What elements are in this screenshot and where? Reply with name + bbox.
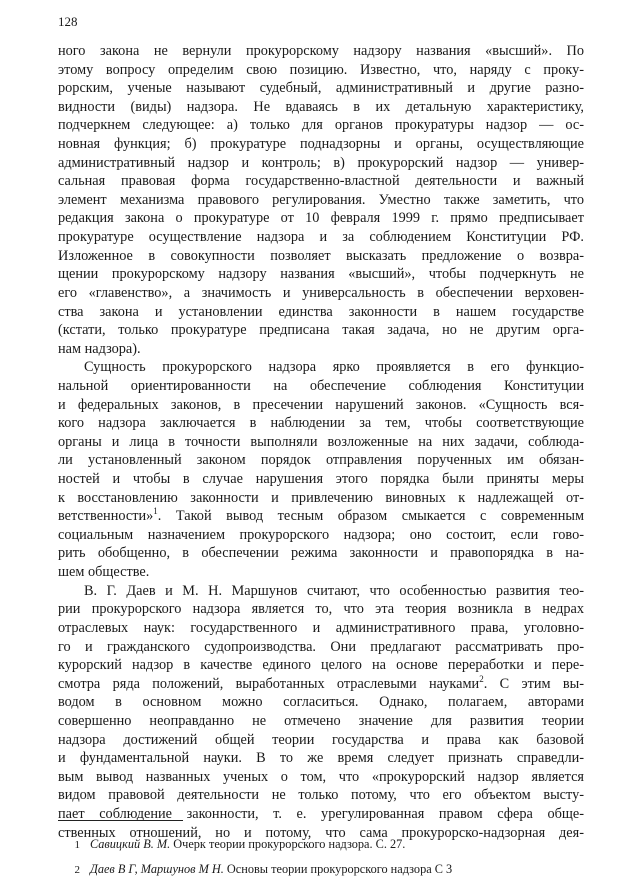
text-line: органы и лица в точности выполняли возложенные на них задачи, соблюда- — [58, 433, 584, 450]
text-line — [58, 675, 584, 694]
line-text: . Такой вывод тесным образом смыкается с современным — [157, 508, 584, 525]
text-line: водом в основном можно согласиться. Однако, полагаем, авторами — [58, 694, 584, 711]
text-line: сальная правовая форма государственно-властной деятельности и важный — [58, 173, 584, 190]
page-number: 128 — [58, 14, 78, 29]
footnote-ref-2[interactable]: 2 — [479, 673, 484, 684]
footnote-divider — [58, 820, 183, 821]
text-line: административный надзор и контроль; в) прокурорский надзор — универ- — [58, 154, 584, 171]
text-line: рии прокурорского надзора является то, что эта теория возникла в недрах — [58, 601, 584, 618]
text-line: видности (виды) надзора. Не вдаваясь в их детальную характеристику, — [58, 98, 584, 115]
main-text — [58, 42, 584, 842]
footnote-text: Очерк теории прокурорского надзора. С. 27. — [173, 837, 406, 851]
text-line: его «главенство», а значимость и универсальность в обеспечении верховен- — [58, 284, 584, 301]
line-text: . С этим вы- — [483, 675, 584, 692]
line-text: ветственности» — [58, 508, 154, 525]
text-line: кого надзора заключается в наблюдении за тем, чтобы соответствующие — [58, 415, 584, 432]
footnote-text: Основы теории прокурорского надзора С 3 — [226, 862, 453, 876]
text-line: отраслевых наук: государственного и административного права, уголовно- — [58, 619, 584, 636]
text-line: ственных отношений, но и потому, что сама прокурорско-надзорная дея- — [58, 824, 584, 841]
text-line: нальной ориентированности на обеспечение соблюдения Конституции — [58, 377, 584, 394]
text-line: прокуратуре осуществление надзора и за соблюдением Конституции РФ. — [58, 229, 584, 246]
text-line: надзора достижений общей теории государства и права как базовой — [58, 731, 584, 748]
text-line: В. Г. Даев и М. Н. Маршунов считают, что особенностью развития тео- — [84, 582, 584, 599]
text-line: рить обобщенно, в обеспечении режима законности и правопорядка в на- — [58, 545, 584, 562]
footnote-number: 1 — [74, 839, 80, 851]
text-line: ли установленный законом порядок отправления порученных им обязан- — [58, 452, 584, 469]
text-line: к восстановлению законности и привлечению виновных к надлежащей от- — [58, 489, 584, 506]
text-line: нам надзора). — [58, 340, 141, 357]
text-line: ностей и чтобы в случае нарушения этого порядка были приняты меры — [58, 471, 584, 488]
text-line: шем обществе. — [58, 564, 150, 581]
text-line: редакция закона о прокуратуре от 10 февраля 1999 г. прямо предписывает — [58, 210, 584, 227]
footnote-2 — [58, 857, 584, 882]
footnotes — [58, 832, 584, 882]
text-line: Сущность прокурорского надзора ярко проявляется в его функцио- — [84, 359, 584, 376]
text-line: вым вывод названных ученых о том, что «прокурорский надзор является — [58, 768, 584, 785]
text-line — [58, 507, 584, 526]
footnote-ref-1[interactable]: 1 — [153, 506, 158, 517]
text-line: Изложенное в совокупности позволяет высказать предложение о возвра- — [58, 247, 584, 264]
footnote-author: Даев В Г, Маршунов М Н. — [90, 862, 224, 876]
footnote-1 — [58, 832, 584, 857]
text-line: ного закона не вернули прокурорскому надзору названия «высший». По — [58, 43, 584, 59]
line-text: смотра ряда положений, выработанных отраслевыми науками — [58, 675, 480, 692]
footnote-number: 2 — [74, 864, 80, 876]
text-line: и фундаментальной науки. В то же время следует признать справедли- — [58, 750, 584, 767]
text-line: и федеральных законов, в пресечении нарушений законов. «Сущность вся- — [58, 396, 584, 413]
text-line: го и гражданского судопроизводства. Они предлагают рассматривать про- — [58, 638, 584, 655]
text-line: социальным назначением прокурорского надзора; оно состоит, если гово- — [58, 526, 584, 543]
footnote-author: Савицкий В. М. — [90, 837, 171, 851]
text-line: совершенно неоправданно не отмечено значение для развития теории — [58, 712, 584, 729]
text-line: пает соблюдение законности, т. е. урегулированная правом сфера обще- — [58, 805, 584, 822]
text-line: (кстати, только прокуратуре предписана такая задача, но не другим орга- — [58, 322, 584, 339]
text-line: щении прокурорскому надзору названия «высший», чтобы подчеркнуть не — [58, 266, 584, 283]
text-line: видом правовой деятельности не только потому, что его объектом высту- — [58, 787, 584, 804]
text-line: этому вопросу определим свою позицию. Известно, что, наряду с проку- — [58, 61, 584, 78]
text-line: новная функция; б) прокуратуре поднадзорны и органы, осуществляющие — [58, 136, 584, 153]
text-line: ства закона и установлении единства законности в нашем государстве — [58, 303, 584, 320]
text-line: элемент механизма правового регулирования. Уместно также заметить, что — [58, 191, 584, 208]
text-line: курорский надзор в качестве единого целого на основе переработки и пере- — [58, 657, 584, 674]
text-line: подчеркнем следующее: а) только для органов прокуратуры надзор — ос- — [58, 117, 584, 134]
text-line: рорским, ученые называют судебный, административный и другие разно- — [58, 80, 584, 97]
